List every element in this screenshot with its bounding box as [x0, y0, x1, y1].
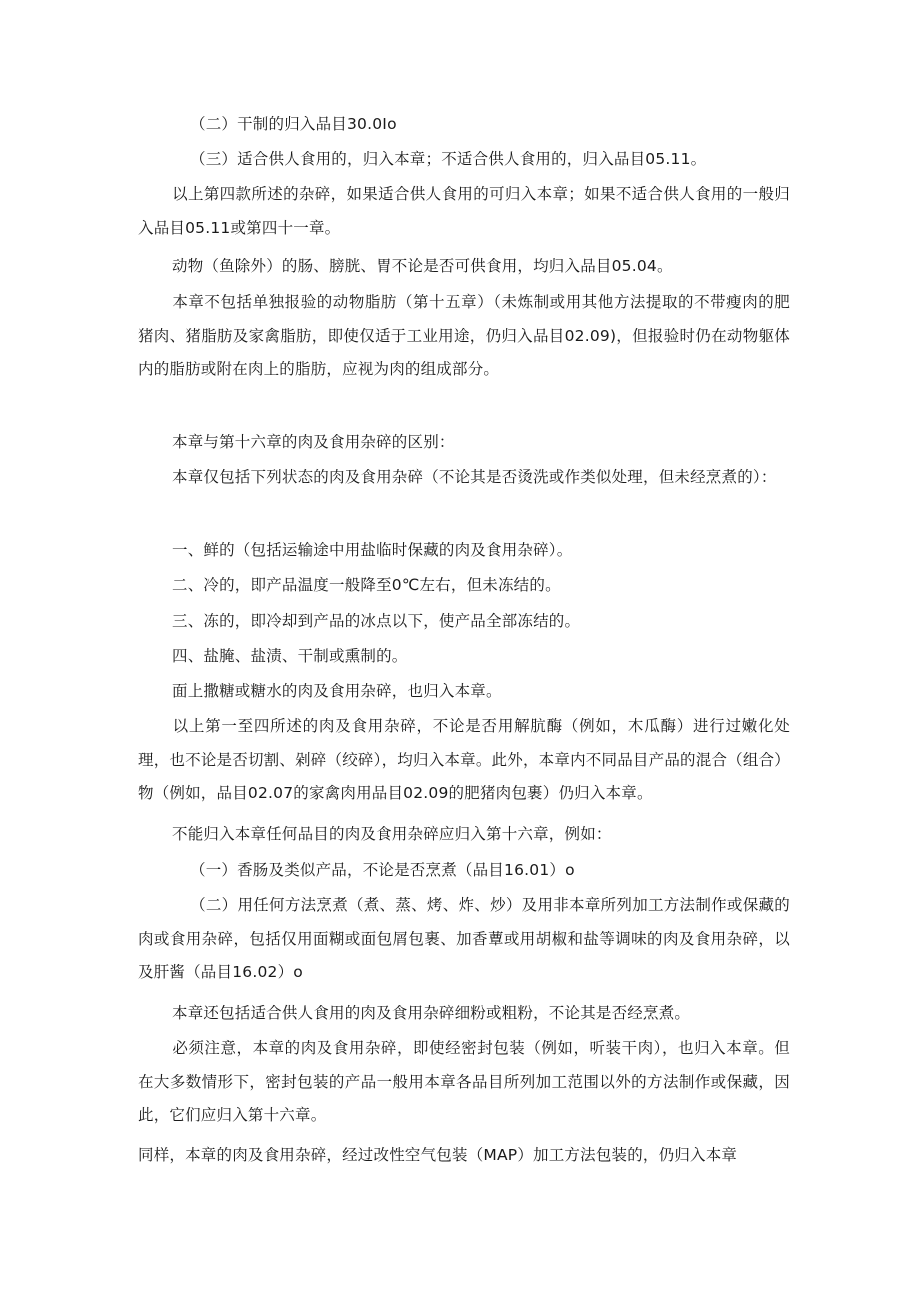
paragraph-tenderized-text: 以上第一至四所述的肉及食用杂碎，不论是否用解肮酶（例如，木瓜酶）进行过嫩化处理，也不论是否切割、剁碎（绞碎），均归入本章。此外，本章内不同品目产品的混合（组合）物（例如，品目02.07的家禽肉用品目02.09的肥猪肉包裹）仍归入本章。 [138, 717, 790, 802]
paragraph-airtight-text: 必须注意，本章的肉及食用杂碎，即使经密封包装（例如，听装干肉），也归入本章。但在大多数情形下，密封包装的产品一般用本章各品目所列加工范围以外的方法制作或保藏，因此，它们应归入第十六章。 [138, 1039, 790, 1124]
paragraph-chapter16-heading: 不能归入本章任何品目的肉及食用杂碎应归入第十六章，例如： [172, 825, 612, 843]
list-item-fresh: 一、鲜的（包括运输途中用盐临时保藏的肉及食用杂碎）。 [172, 541, 573, 559]
paragraph-flours: 本章还包括适合供人食用的肉及食用杂碎细粉或粗粉，不论其是否经烹煮。 [172, 1004, 691, 1022]
paragraph-offal-note-text: 以上第四款所述的杂碎，如果适合供人食用的可归入本章；如果不适合供人食用的一般归入品目05.11或第四十一章。 [138, 185, 790, 237]
list-item-frozen: 三、冻的，即冷却到产品的冰点以下，使产品全部冻结的。 [172, 612, 581, 630]
list-item-chilled: 二、冷的，即产品温度一般降至0℃左右，但未冻结的。 [172, 576, 561, 594]
paragraph-scope-text: 本章仅包括下列状态的肉及食用杂碎（不论其是否烫洗或作类似处理，但未经烹煮的）： [172, 468, 777, 486]
paragraph-sugared: 面上撒糖或糖水的肉及食用杂碎，也归入本章。 [172, 682, 502, 700]
paragraph-edible-heading: （三）适合供人食用的，归入本章；不适合供人食用的，归入品目05.11。 [190, 150, 707, 168]
paragraph-difference-heading: 本章与第十六章的肉及食用杂碎的区别： [172, 433, 455, 451]
paragraph-offal-note [138, 178, 790, 245]
paragraph-fat-exclusion [138, 286, 790, 387]
paragraph-map: 同样，本章的肉及食用杂碎，经过改性空气包装（MAP）加工方法包装的，仍归入本章 [138, 1146, 738, 1164]
paragraph-tenderized [138, 710, 790, 811]
paragraph-fat-exclusion-text: 本章不包括单独报验的动物脂肪（第十五章）（未炼制或用其他方法提取的不带瘦肉的肥猪肉、猪脂肪及家禽脂肪，即使仅适于工业用途，仍归入品目02.09)，但报验时仍在动物躯体内的脂肪或附在肉上的脂肪，应视为肉的组成部分。 [138, 293, 790, 378]
paragraph-scope [138, 461, 790, 495]
paragraph-dried-heading: （二）干制的归入品目30.0Io [190, 115, 397, 133]
list-item-sausages: （一）香肠及类似产品，不论是否烹煮（品目16.01）o [190, 861, 575, 879]
paragraph-airtight [138, 1032, 790, 1133]
paragraph-cooked-text: （二）用任何方法烹煮（煮、蒸、烤、炸、炒）及用非本章所列加工方法制作或保藏的肉或食用杂碎，包括仅用面糊或面包屑包裹、加香蕈或用胡椒和盐等调味的肉及食用杂碎，以及肝酱（品目16.02）o [138, 896, 790, 981]
paragraph-cooked [138, 889, 790, 990]
list-item-salted: 四、盐腌、盐渍、干制或熏制的。 [172, 647, 408, 665]
paragraph-intestines: 动物（鱼除外）的肠、膀胱、胃不论是否可供食用，均归入品目05.04。 [172, 257, 673, 275]
